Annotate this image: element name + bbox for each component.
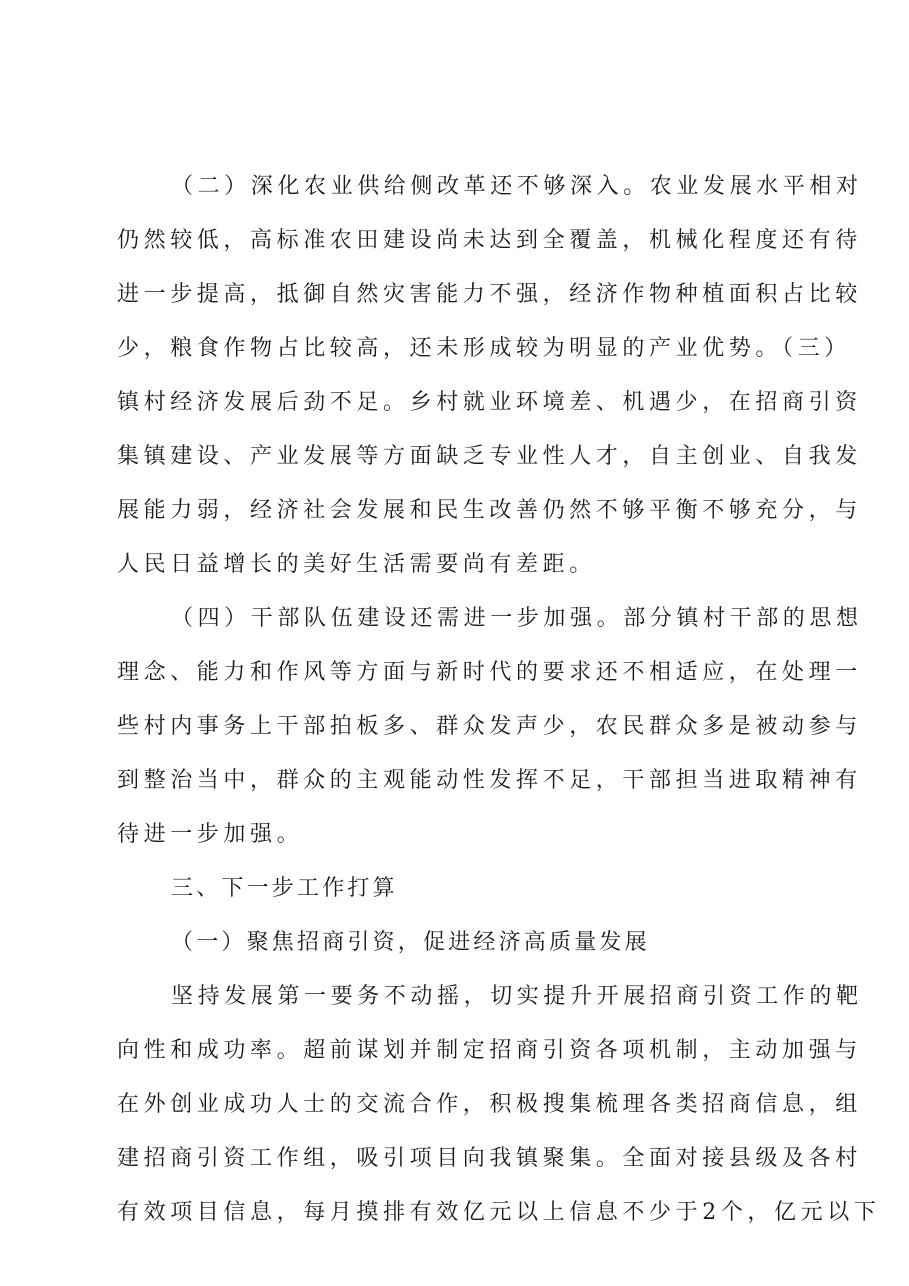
- paragraph-line: （二）深化农业供给侧改革还不够深入。农业发展水平相对: [171, 174, 863, 199]
- paragraph-line: 些村内事务上干部拍板多、群众发声少，农民群众多是被动参与: [117, 714, 862, 739]
- paragraph-line: 到整治当中，群众的主观能动性发挥不足，干部担当进取精神有: [117, 768, 862, 793]
- paragraph-line: 展能力弱，经济社会发展和民生改善仍然不够平衡不够充分，与: [117, 498, 862, 523]
- paragraph-line: 仍然较低，高标准农田建设尚未达到全覆盖，机械化程度还有待: [117, 228, 862, 253]
- paragraph-line: 建招商引资工作组，吸引项目向我镇聚集。全面对接县级及各村: [117, 1146, 862, 1171]
- section-heading: 三、下一步工作打算: [171, 876, 398, 901]
- paragraph-line: 人民日益增长的美好生活需要尚有差距。: [117, 552, 596, 577]
- paragraph-line: 少，粮食作物占比较高，还未形成较为明显的产业优势。（三）: [117, 336, 851, 361]
- paragraph-line: 镇村经济发展后劲不足。乡村就业环境差、机遇少，在招商引资: [117, 390, 862, 415]
- paragraph-line: 集镇建设、产业发展等方面缺乏专业性人才，自主创业、自我发: [117, 444, 862, 469]
- subsection-heading: （一）聚焦招商引资，促进经济高质量发展: [171, 930, 650, 955]
- paragraph-line: 有效项目信息，每月摸排有效亿元以上信息不少于2个，亿元以下: [117, 1200, 881, 1225]
- paragraph-line: （四）干部队伍建设还需进一步加强。部分镇村干部的思想: [171, 606, 863, 631]
- paragraph-line: 坚持发展第一要务不动摇，切实提升开展招商引资工作的靶: [171, 984, 863, 1009]
- paragraph-line: 在外创业成功人士的交流合作，积极搜集梳理各类招商信息，组: [117, 1092, 862, 1117]
- paragraph-line: 理念、能力和作风等方面与新时代的要求还不相适应，在处理一: [117, 660, 862, 685]
- paragraph-line: 进一步提高，抵御自然灾害能力不强，经济作物种植面积占比较: [117, 282, 862, 307]
- paragraph-line: 向性和成功率。超前谋划并制定招商引资各项机制，主动加强与: [117, 1038, 862, 1063]
- paragraph-line: 待进一步加强。: [117, 822, 304, 847]
